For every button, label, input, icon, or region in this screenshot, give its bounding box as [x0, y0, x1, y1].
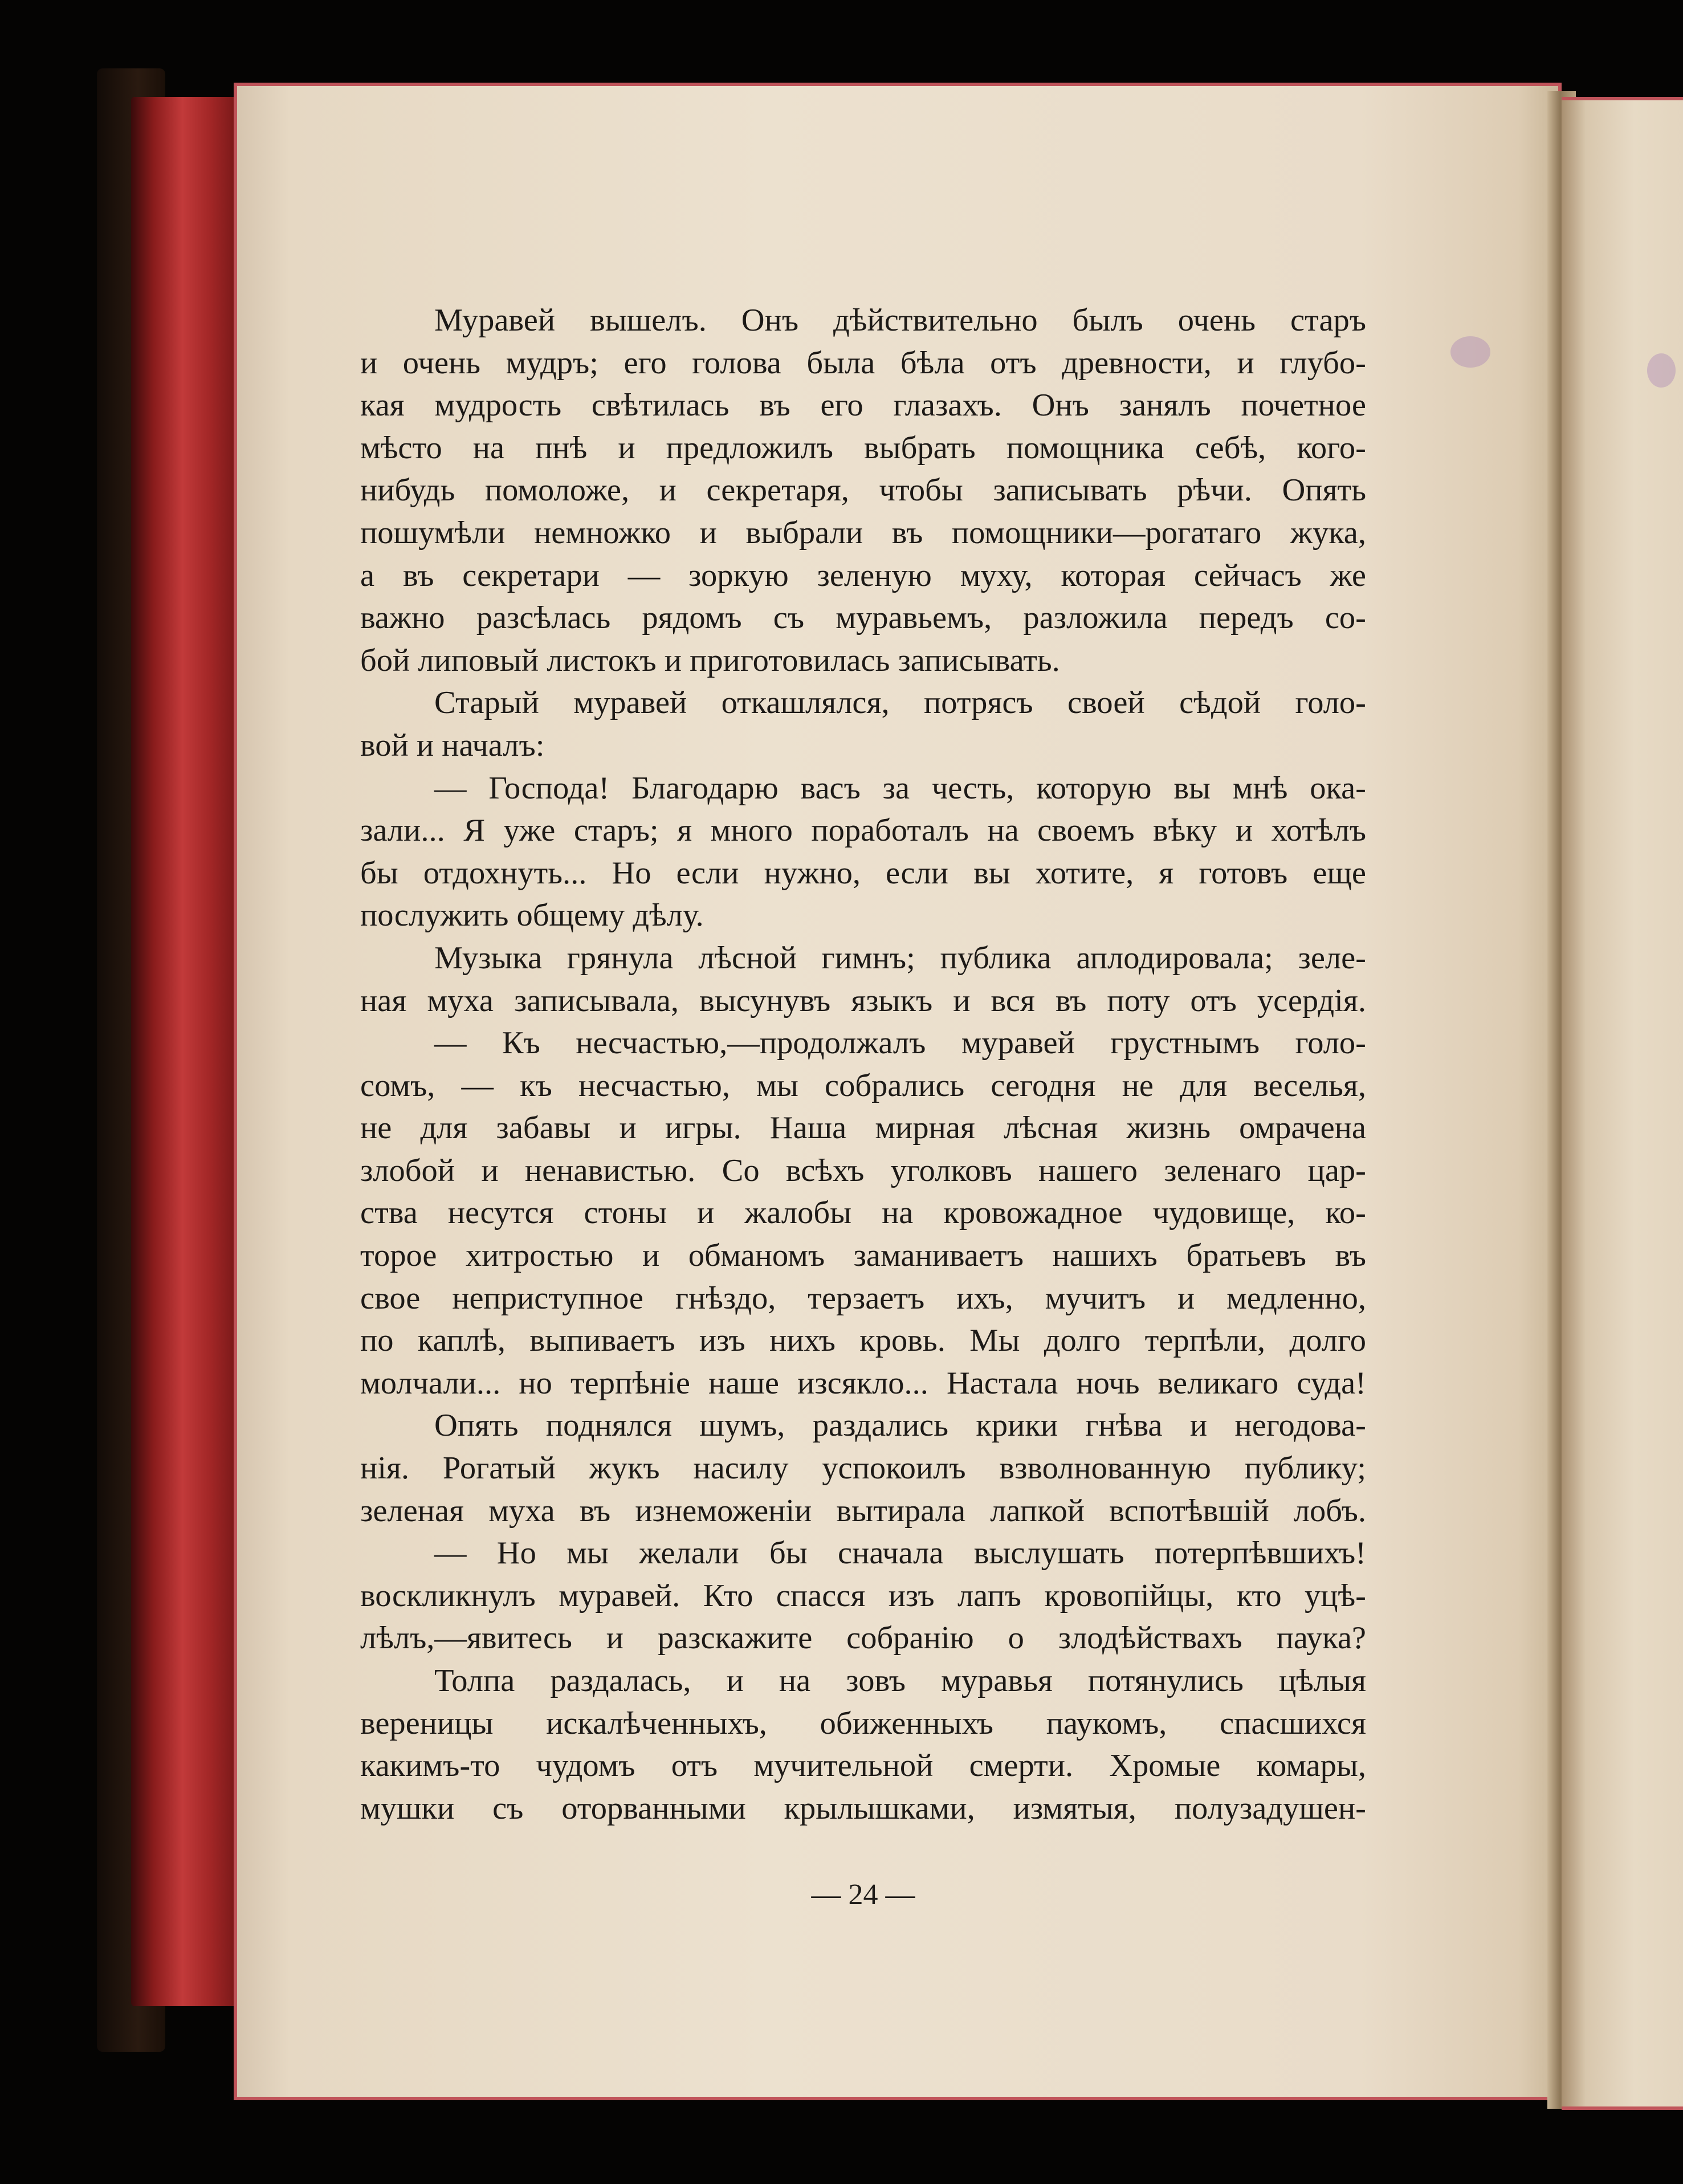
facing-page: [1562, 97, 1683, 2110]
text-line: кая мудрость свѣтилась въ его глазахъ. Онъ занялъ почетное: [360, 388, 1366, 423]
text-line: Опять поднялся шумъ, раздались крики гнѣва и негодова-: [434, 1408, 1366, 1444]
text-line: бой липовый листокъ и приготовилась записывать.: [360, 642, 1060, 678]
text-line: нія. Рогатый жукъ насилу успокоилъ взволнованную публику;: [360, 1450, 1366, 1486]
text-line: вереницы искалѣченныхъ, обиженныхъ паукомъ, спасшихся: [360, 1705, 1366, 1741]
text-line: — Къ несчастью,—продолжалъ муравей грустнымъ голо-: [434, 1025, 1366, 1061]
ink-stain: [1450, 336, 1490, 368]
text-line: зеленая муха въ изнеможеніи вытирала лапкой вспотѣвшій лобъ.: [360, 1493, 1366, 1529]
text-line: Муравей вышелъ. Онъ дѣйствительно былъ очень старъ: [434, 303, 1366, 338]
text-line: и очень мудръ; его голова была бѣла отъ древности, и глубо-: [360, 345, 1366, 381]
text-line: пошумѣли немножко и выбрали въ помощники—рогатаго жука,: [360, 515, 1366, 551]
text-line: — Господа! Благодарю васъ за честь, которую вы мнѣ ока-: [434, 770, 1366, 806]
text-line: воскликнулъ муравей. Кто спасся изъ лапъ кровопійцы, кто уцѣ-: [360, 1578, 1366, 1613]
text-line: ная муха записывала, высунувъ языкъ и вся въ поту отъ усердія.: [360, 983, 1366, 1018]
text-line: Музыка грянула лѣсной гимнъ; публика аплодировала; зеле-: [434, 940, 1366, 976]
text-line: послужить общему дѣлу.: [360, 898, 704, 934]
page-edges-red: [131, 97, 245, 2006]
text-line: а въ секретари — зоркую зеленую муху, которая сейчасъ же: [360, 557, 1366, 593]
text-line: лѣлъ,—явитесь и разскажите собранію о злодѣйствахъ паука?: [360, 1620, 1366, 1656]
text-line: вой и началъ:: [360, 727, 545, 763]
text-line: молчали... но терпѣніе наше изсякло... Настала ночь великаго суда!: [360, 1365, 1366, 1401]
text-line: сомъ, — къ несчастью, мы собрались сегодня не для веселья,: [360, 1067, 1366, 1103]
text-line: мѣсто на пнѣ и предложилъ выбрать помощника себѣ, кого-: [360, 430, 1366, 466]
text-line: какимъ-то чудомъ отъ мучительной смерти. Хромые комары,: [360, 1748, 1366, 1784]
text-line: Толпа раздалась, и на зовъ муравья потянулись цѣлыя: [434, 1663, 1366, 1698]
text-line: не для забавы и игры. Наша мирная лѣсная жизнь омрачена: [360, 1110, 1366, 1146]
text-line: ства несутся стоны и жалобы на кровожадное чудовище, ко-: [360, 1195, 1366, 1231]
page-number: — 24 —: [811, 1879, 915, 1911]
page-footer: [360, 0, 1366, 2184]
text-line: мушки съ оторванными крылышками, измятыя, полузадушен-: [360, 1790, 1366, 1826]
text-line: по каплѣ, выпиваетъ изъ нихъ кровь. Мы долго терпѣли, долго: [360, 1323, 1366, 1359]
text-line: злобой и ненавистью. Со всѣхъ уголковъ нашего зеленаго цар-: [360, 1152, 1366, 1188]
text-line: зали... Я уже старъ; я много поработалъ на своемъ вѣку и хотѣлъ: [360, 813, 1366, 849]
text-line: — Но мы желали бы сначала выслушать потерпѣвшихъ!: [434, 1535, 1366, 1571]
text-line: бы отдохнуть... Но если нужно, если вы хотите, я готовъ еще: [360, 855, 1366, 891]
text-line: нибудь помоложе, и секретаря, чтобы записывать рѣчи. Опять: [360, 472, 1366, 508]
text-line: торое хитростью и обманомъ заманиваетъ нашихъ братьевъ въ: [360, 1238, 1366, 1274]
ink-stain: [1647, 353, 1676, 388]
text-line: Старый муравей откашлялся, потрясъ своей сѣдой голо-: [434, 685, 1366, 721]
text-line: свое неприступное гнѣздо, терзаетъ ихъ, мучитъ и медленно,: [360, 1280, 1366, 1316]
text-line: важно разсѣлась рядомъ съ муравьемъ, разложила передъ со-: [360, 600, 1366, 636]
